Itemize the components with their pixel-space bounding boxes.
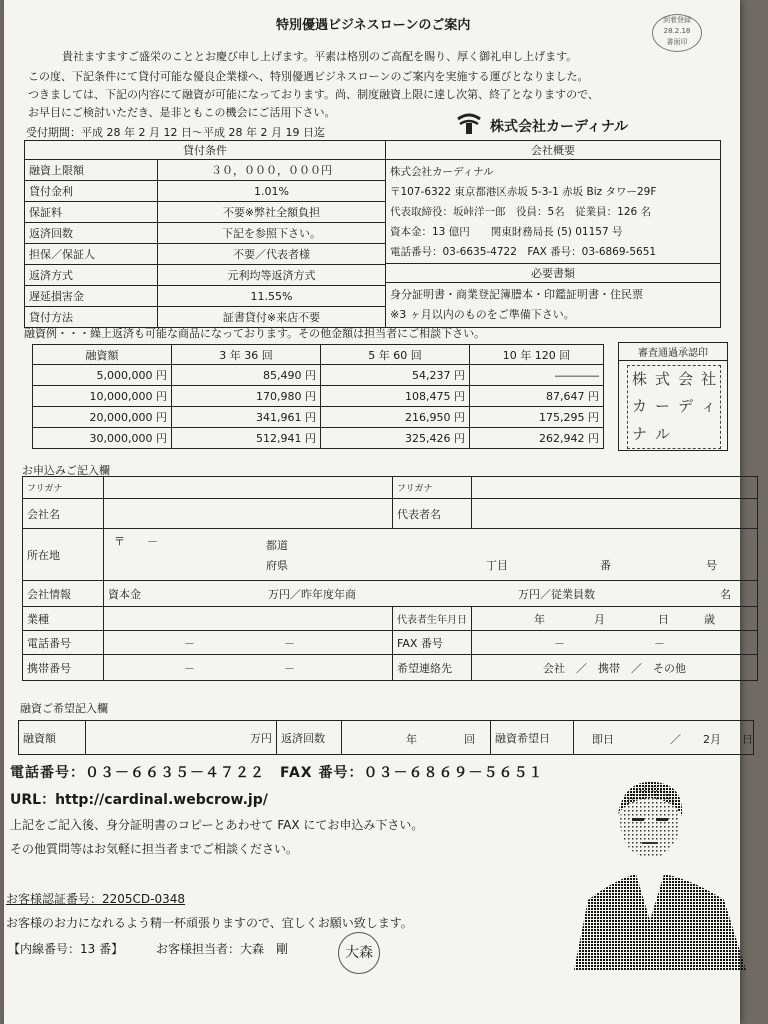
example-cell: 87,647 円 [470,386,604,407]
extension-number: 【内線番号：13 番】 [8,942,124,956]
birthdate-field[interactable] [472,607,758,631]
company-logo-text: 株式会社カーディナル [490,119,629,135]
received-stamp [652,14,702,52]
company-line: 〒107-6322 東京都港区赤坂 5-3-1 赤坂 Biz タワー29F [390,186,657,198]
company-info-field[interactable] [104,581,758,607]
example-cell: 175,295 円 [470,407,604,428]
docs-line: 身分証明書・商業登記簿謄本・印鑑証明書・住民票 [390,288,643,301]
mei-label: 名 [720,588,731,601]
representative-label: 代表者名 [393,499,472,529]
kai-label: 回 [464,733,475,746]
contact-phone-fax: 電話番号：０３－６６３５－４７２２ FAX 番号：０３－６８６９－５６５１ [10,765,544,781]
condition-label: 貸付方法 [25,307,158,328]
nen-label: 年 [406,733,417,746]
example-cell: 341,961 円 [172,407,321,428]
date-field[interactable] [574,721,754,755]
example-cell: 85,490 円 [172,365,321,386]
example-cell: 108,475 円 [321,386,470,407]
footer-instruction: 上記をご記入後、身分証明書のコピーとあわせて FAX にてお申込み下さい。 [10,818,424,832]
conditions-header: 貸付条件 [25,141,386,160]
fax-label: FAX 番号 [393,631,472,655]
dash-mark: － [284,662,295,675]
approval-seal [627,365,721,449]
company-line: 資本金：13 億円 関東財務局長 (5) 01157 号 [390,226,623,238]
seal-char: ー [654,397,670,416]
condition-label: 保証料 [25,202,158,223]
intro-line: 貴社ますますご盛栄のこととお慶び申し上げます。平素は格別のご高配を賜り、厚く御礼申し上げます。 [62,50,578,63]
seal-char: ィ [700,397,716,416]
furigana-label: フリガナ [23,477,104,499]
seal-char: 社 [700,370,716,388]
condition-value: 証書貸付※来店不要 [158,307,386,328]
examples-header: 5 年 60 回 [321,345,470,365]
loan-conditions-table [24,140,386,328]
chome-label: 丁目 [486,559,508,572]
postal-mark: 〒 － [114,535,158,548]
required-docs [386,283,721,328]
condition-label: 担保／保証人 [25,244,158,265]
industry-label: 業種 [23,607,104,631]
seal-header: 審査通過承認印 [619,343,728,361]
sai-label: 歳 [704,613,715,626]
website-url[interactable]: URL：http://cardinal.webcrow.jp/ [10,792,268,808]
example-cell: 512,941 円 [172,428,321,449]
address-label: 所在地 [23,529,104,581]
seal-char: ル [654,424,670,443]
examples-header: 3 年 36 回 [172,345,321,365]
seal-char: デ [677,397,693,416]
fuken-label: 府県 [266,559,288,572]
representative-name: お客様担当者：大森 剛 [156,942,289,956]
seal-char: ナ [631,424,647,443]
company-details [386,160,721,264]
example-cell: 54,237 円 [321,365,470,386]
date-day: 日 [742,733,753,746]
dash-mark: － [284,637,295,650]
count-field[interactable] [342,721,491,755]
condition-value: 元利均等返済方式 [158,265,386,286]
example-cell: ―――― [470,365,604,386]
condition-value: 不要／代表者様 [158,244,386,265]
condition-value: 下記を参照下さい。 [158,223,386,244]
company-overview-table [385,140,721,328]
furigana-rep-field[interactable] [472,477,758,499]
date-value: 即日 [592,733,614,746]
example-cell: 10,000,000 円 [33,386,172,407]
company-name-label: 会社名 [23,499,104,529]
loan-request-table [18,720,754,755]
approval-seal-table [618,342,728,451]
tsuki-label: 月 [594,613,605,626]
personal-seal: 大森 [338,932,380,974]
capital-label: 資本金 [108,588,141,601]
intro-line: お早目にご検討いただき、是非ともこの機会にご活用下さい。 [28,106,336,119]
loan-examples-table [32,344,604,449]
dash-mark: － [554,637,565,650]
footer-instruction: その他質問等はお気軽に担当者までご相談ください。 [10,842,299,856]
docs-header: 必要書類 [386,264,721,283]
application-form [22,476,758,681]
furigana-label: フリガナ [393,477,472,499]
condition-value: 1.01% [158,181,386,202]
examples-header: 融資額 [33,345,172,365]
example-cell: 20,000,000 円 [33,407,172,428]
stamp-line: 28.2.18 [663,27,691,35]
dash-mark: － [184,662,195,675]
example-cell: 30,000,000 円 [33,428,172,449]
phone-field[interactable] [104,631,393,655]
company-logo-icon [454,113,484,135]
examples-note: 融資例・・・繰上返済も可能な商品になっております。その他金額は担当者にご相談下さい。 [24,327,486,340]
dash-mark: － [184,637,195,650]
prev-sales-label: 万円／昨年度年商 [268,588,356,601]
footer-closing: お客様のお力になれるよう精一杯頑張りますので、宜しくお願い致します。 [6,916,413,930]
fax-field[interactable] [472,631,758,655]
todo-label: 都道 [266,539,288,552]
seal-area [619,361,728,451]
reception-period: 受付期間：平成 28 年 2 月 12 日～平成 28 年 2 月 19 日迄 [26,126,325,139]
company-line: 電話番号：03-6635-4722 FAX 番号：03-6869-5651 [390,246,657,258]
industry-field[interactable] [104,607,393,631]
condition-value: ３０，０００，０００円 [158,160,386,181]
birthdate-label: 代表者生年月日 [393,607,472,631]
amount-field[interactable]: 万円 [86,721,277,755]
loan-request-title: 融資ご希望記入欄 [20,702,108,715]
representative-field[interactable] [472,499,758,529]
docs-line: ※3 ヶ月以内のものをご準備下さい。 [390,308,575,321]
seal-char: 式 [654,370,670,388]
contact-options[interactable]: 会社 ／ 携帯 ／ その他 [472,655,758,681]
seal-char: カ [631,397,647,416]
hi-label: 日 [658,613,669,626]
representative-photo [564,770,756,970]
stamp-line: 到着登録 [663,16,691,24]
mobile-label: 携帯番号 [23,655,104,681]
example-cell: 5,000,000 円 [33,365,172,386]
intro-line: つきましては、下記の内容にて融資が可能になっております。尚、制度融資上限に達し次第、終了となりますので、 [28,88,599,101]
phone-label: 電話番号 [23,631,104,655]
examples-header: 10 年 120 回 [470,345,604,365]
date-label: 融資希望日 [491,721,574,755]
condition-label: 貸付金利 [25,181,158,202]
document-title: 特別優遇ビジネスローンのご案内 [276,18,471,33]
mobile-field[interactable] [104,655,393,681]
intro-line: この度、下記条件にて貸付可能な優良企業様へ、特別優遇ビジネスローンのご案内を実施する運びとなりました。 [28,70,589,83]
condition-label: 返済回数 [25,223,158,244]
company-line: 株式会社カーディナル [390,166,494,178]
dash-mark: － [654,637,665,650]
condition-label: 遅延損害金 [25,286,158,307]
condition-value: 不要※弊社全額負担 [158,202,386,223]
seal-char: 会 [677,370,693,388]
contact-label: 希望連絡先 [393,655,472,681]
address-field[interactable] [104,529,758,581]
document-page [4,0,753,1024]
example-cell: 262,942 円 [470,428,604,449]
condition-label: 返済方式 [25,265,158,286]
company-header: 会社概要 [386,141,721,160]
example-cell: 216,950 円 [321,407,470,428]
condition-value: 11.55% [158,286,386,307]
date-month: ／ 2月 [670,733,721,746]
example-cell: 170,980 円 [172,386,321,407]
customer-cert-number: お客様認証番号：2205CD-0348 [6,892,186,906]
company-info-label: 会社情報 [23,581,104,607]
seal-char: 株 [631,370,647,388]
ban-label: 番 [600,559,611,572]
count-label: 返済回数 [277,721,342,755]
employees-label: 万円／従業員数 [518,588,595,601]
furigana-company-field[interactable] [104,477,393,499]
form-title: お申込みご記入欄 [22,464,110,477]
nen-label: 年 [534,613,545,626]
example-cell: 325,426 円 [321,428,470,449]
company-line: 代表取締役：坂峠洋一郎 役員：5名 従業員：126 名 [390,206,652,218]
condition-label: 融資上限額 [25,160,158,181]
amount-label: 融資額 [19,721,86,755]
go-label: 号 [706,559,717,572]
stamp-line: 書面印 [666,38,688,46]
company-name-field[interactable] [104,499,393,529]
